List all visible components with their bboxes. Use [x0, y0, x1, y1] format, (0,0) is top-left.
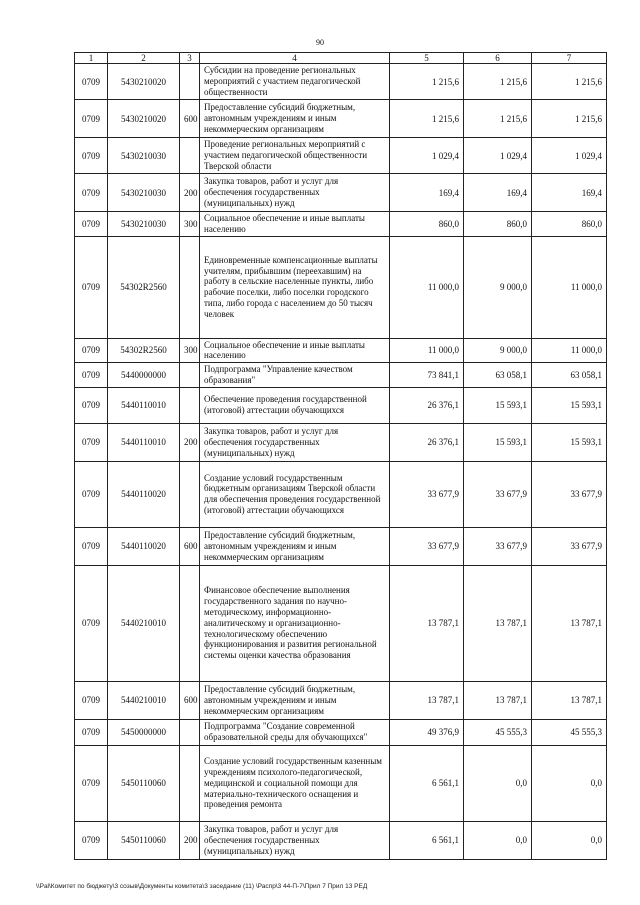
col-header: 7: [532, 53, 607, 64]
expense-type-cell: 200: [180, 821, 200, 859]
section-cell: 0709: [75, 236, 108, 338]
amount-cell: 15 593,1: [464, 423, 532, 461]
amount-cell: 0,0: [464, 745, 532, 821]
target-article-cell: 54302R2560: [108, 338, 180, 363]
amount-cell: 33 677,9: [390, 527, 464, 565]
name-cell: Подпрограмма "Управление качеством образования": [200, 363, 390, 388]
amount-cell: 0,0: [532, 745, 607, 821]
target-article-cell: 5430210030: [108, 174, 180, 212]
target-article-cell: 5430210020: [108, 100, 180, 138]
expense-type-cell: [180, 719, 200, 745]
amount-cell: 0,0: [464, 821, 532, 859]
amount-cell: 1 215,6: [532, 100, 607, 138]
table-row: [75, 423, 607, 461]
table-row: [75, 681, 607, 719]
col-header: 4: [200, 53, 390, 64]
amount-cell: 33 677,9: [532, 461, 607, 527]
amount-cell: 1 215,6: [532, 64, 607, 100]
name-cell: Единовременные компенсационные выплаты учителям, прибывшим (переехавшим) на работу в сельские населенные пункты, либо рабочие поселки, либо поселки городского типа, либо города с населением до 50 тысяч человек: [200, 236, 390, 338]
amount-cell: 33 677,9: [390, 461, 464, 527]
amount-cell: 49 376,9: [390, 719, 464, 745]
section-cell: 0709: [75, 64, 108, 100]
section-cell: 0709: [75, 174, 108, 212]
amount-cell: 26 376,1: [390, 387, 464, 423]
amount-cell: 73 841,1: [390, 363, 464, 388]
amount-cell: 169,4: [532, 174, 607, 212]
section-cell: 0709: [75, 821, 108, 859]
table-row: [75, 387, 607, 423]
amount-cell: 1 029,4: [464, 138, 532, 174]
budget-table: [74, 52, 607, 860]
section-cell: 0709: [75, 100, 108, 138]
amount-cell: 6 561,1: [390, 821, 464, 859]
section-cell: 0709: [75, 461, 108, 527]
target-article-cell: 5430210030: [108, 212, 180, 237]
table-row: [75, 138, 607, 174]
amount-cell: 13 787,1: [532, 681, 607, 719]
target-article-cell: 5450110060: [108, 821, 180, 859]
file-path-footer: \\Pal\Комитет по бюджету\3 созыв\Документы комитета\3 заседание (11) \Распр\3 44-П-7\Прил 7 Прил 13 РЕД: [36, 883, 368, 890]
amount-cell: 0,0: [532, 821, 607, 859]
target-article-cell: 5450110060: [108, 745, 180, 821]
table-row: [75, 212, 607, 237]
section-cell: 0709: [75, 719, 108, 745]
amount-cell: 11 000,0: [532, 236, 607, 338]
name-cell: Закупка товаров, работ и услуг для обеспечения государственных (муниципальных) нужд: [200, 174, 390, 212]
target-article-cell: 5440210010: [108, 565, 180, 681]
amount-cell: 26 376,1: [390, 423, 464, 461]
amount-cell: 11 000,0: [390, 236, 464, 338]
expense-type-cell: [180, 461, 200, 527]
expense-type-cell: [180, 745, 200, 821]
amount-cell: 45 555,3: [532, 719, 607, 745]
amount-cell: 11 000,0: [532, 338, 607, 363]
expense-type-cell: 600: [180, 527, 200, 565]
amount-cell: 11 000,0: [390, 338, 464, 363]
target-article-cell: 5430210030: [108, 138, 180, 174]
section-cell: 0709: [75, 745, 108, 821]
target-article-cell: 5440110020: [108, 527, 180, 565]
section-cell: 0709: [75, 363, 108, 388]
section-cell: 0709: [75, 338, 108, 363]
name-cell: Субсидии на проведение региональных мероприятий с участием педагогической общественности: [200, 64, 390, 100]
name-cell: Предоставление субсидий бюджетным, автономным учреждениям и иным некоммерческим организациям: [200, 681, 390, 719]
expense-type-cell: [180, 565, 200, 681]
target-article-cell: 5440000000: [108, 363, 180, 388]
section-cell: 0709: [75, 681, 108, 719]
section-cell: 0709: [75, 565, 108, 681]
table-row: [75, 745, 607, 821]
amount-cell: 860,0: [532, 212, 607, 237]
expense-type-cell: 300: [180, 212, 200, 237]
page-number: 90: [316, 38, 324, 47]
section-cell: 0709: [75, 138, 108, 174]
header-row: [75, 53, 607, 64]
amount-cell: 13 787,1: [464, 565, 532, 681]
amount-cell: 63 058,1: [532, 363, 607, 388]
expense-type-cell: [180, 64, 200, 100]
table-row: [75, 821, 607, 859]
table-row: [75, 363, 607, 388]
target-article-cell: 5440110010: [108, 387, 180, 423]
section-cell: 0709: [75, 527, 108, 565]
name-cell: Создание условий государственным казенным учреждениям психолого-педагогической, медицинской и социальной помощи для материально-технического оснащения и проведения ремонта: [200, 745, 390, 821]
target-article-cell: 5430210020: [108, 64, 180, 100]
target-article-cell: 5440210010: [108, 681, 180, 719]
name-cell: Предоставление субсидий бюджетным, автономным учреждениям и иным некоммерческим организациям: [200, 100, 390, 138]
amount-cell: 1 029,4: [532, 138, 607, 174]
target-article-cell: 5440110010: [108, 423, 180, 461]
amount-cell: 169,4: [390, 174, 464, 212]
amount-cell: 860,0: [464, 212, 532, 237]
section-cell: 0709: [75, 387, 108, 423]
expense-type-cell: [180, 387, 200, 423]
table-row: [75, 719, 607, 745]
amount-cell: 33 677,9: [464, 527, 532, 565]
table-row: [75, 236, 607, 338]
name-cell: Закупка товаров, работ и услуг для обеспечения государственных (муниципальных) нужд: [200, 423, 390, 461]
amount-cell: 9 000,0: [464, 236, 532, 338]
target-article-cell: 5440110020: [108, 461, 180, 527]
name-cell: Проведение региональных мероприятий с участием педагогической общественности Тверской области: [200, 138, 390, 174]
col-header: 6: [464, 53, 532, 64]
name-cell: Предоставление субсидий бюджетным, автономным учреждениям и иным некоммерческим организациям: [200, 527, 390, 565]
amount-cell: 33 677,9: [532, 527, 607, 565]
section-cell: 0709: [75, 423, 108, 461]
name-cell: Подпрограмма "Создание современной образовательной среды для обучающихся": [200, 719, 390, 745]
target-article-cell: 5450000000: [108, 719, 180, 745]
expense-type-cell: 200: [180, 423, 200, 461]
amount-cell: 45 555,3: [464, 719, 532, 745]
amount-cell: 1 029,4: [390, 138, 464, 174]
name-cell: Финансовое обеспечение выполнения государственного задания по научно-методическому, информационно-аналитическому и организационно-технологическому обеспечению функционирования и развития региональной системы оценки качества образования: [200, 565, 390, 681]
amount-cell: 1 215,6: [390, 64, 464, 100]
amount-cell: 13 787,1: [532, 565, 607, 681]
col-header: 3: [180, 53, 200, 64]
amount-cell: 1 215,6: [390, 100, 464, 138]
amount-cell: 15 593,1: [532, 387, 607, 423]
table-row: [75, 461, 607, 527]
col-header: 2: [108, 53, 180, 64]
name-cell: Социальное обеспечение и иные выплаты населению: [200, 212, 390, 237]
amount-cell: 6 561,1: [390, 745, 464, 821]
amount-cell: 1 215,6: [464, 100, 532, 138]
name-cell: Обеспечение проведения государственной (итоговой) аттестации обучающихся: [200, 387, 390, 423]
col-header: 5: [390, 53, 464, 64]
name-cell: Закупка товаров, работ и услуг для обеспечения государственных (муниципальных) нужд: [200, 821, 390, 859]
amount-cell: 15 593,1: [532, 423, 607, 461]
expense-type-cell: 600: [180, 681, 200, 719]
amount-cell: 169,4: [464, 174, 532, 212]
expense-type-cell: [180, 138, 200, 174]
table-row: [75, 64, 607, 100]
amount-cell: 1 215,6: [464, 64, 532, 100]
amount-cell: 13 787,1: [390, 681, 464, 719]
table-row: [75, 100, 607, 138]
amount-cell: 15 593,1: [464, 387, 532, 423]
expense-type-cell: [180, 236, 200, 338]
table-row: [75, 527, 607, 565]
amount-cell: 33 677,9: [464, 461, 532, 527]
section-cell: 0709: [75, 212, 108, 237]
col-header: 1: [75, 53, 108, 64]
table-row: [75, 174, 607, 212]
amount-cell: 860,0: [390, 212, 464, 237]
amount-cell: 13 787,1: [390, 565, 464, 681]
table-row: [75, 338, 607, 363]
expense-type-cell: 200: [180, 174, 200, 212]
expense-type-cell: 300: [180, 338, 200, 363]
amount-cell: 13 787,1: [464, 681, 532, 719]
target-article-cell: 54302R2560: [108, 236, 180, 338]
table-row: [75, 565, 607, 681]
name-cell: Социальное обеспечение и иные выплаты населению: [200, 338, 390, 363]
name-cell: Создание условий государственным бюджетным организациям Тверской области для обеспечения проведения государственной (итоговой) аттестации обучающихся: [200, 461, 390, 527]
expense-type-cell: [180, 363, 200, 388]
amount-cell: 63 058,1: [464, 363, 532, 388]
expense-type-cell: 600: [180, 100, 200, 138]
amount-cell: 9 000,0: [464, 338, 532, 363]
